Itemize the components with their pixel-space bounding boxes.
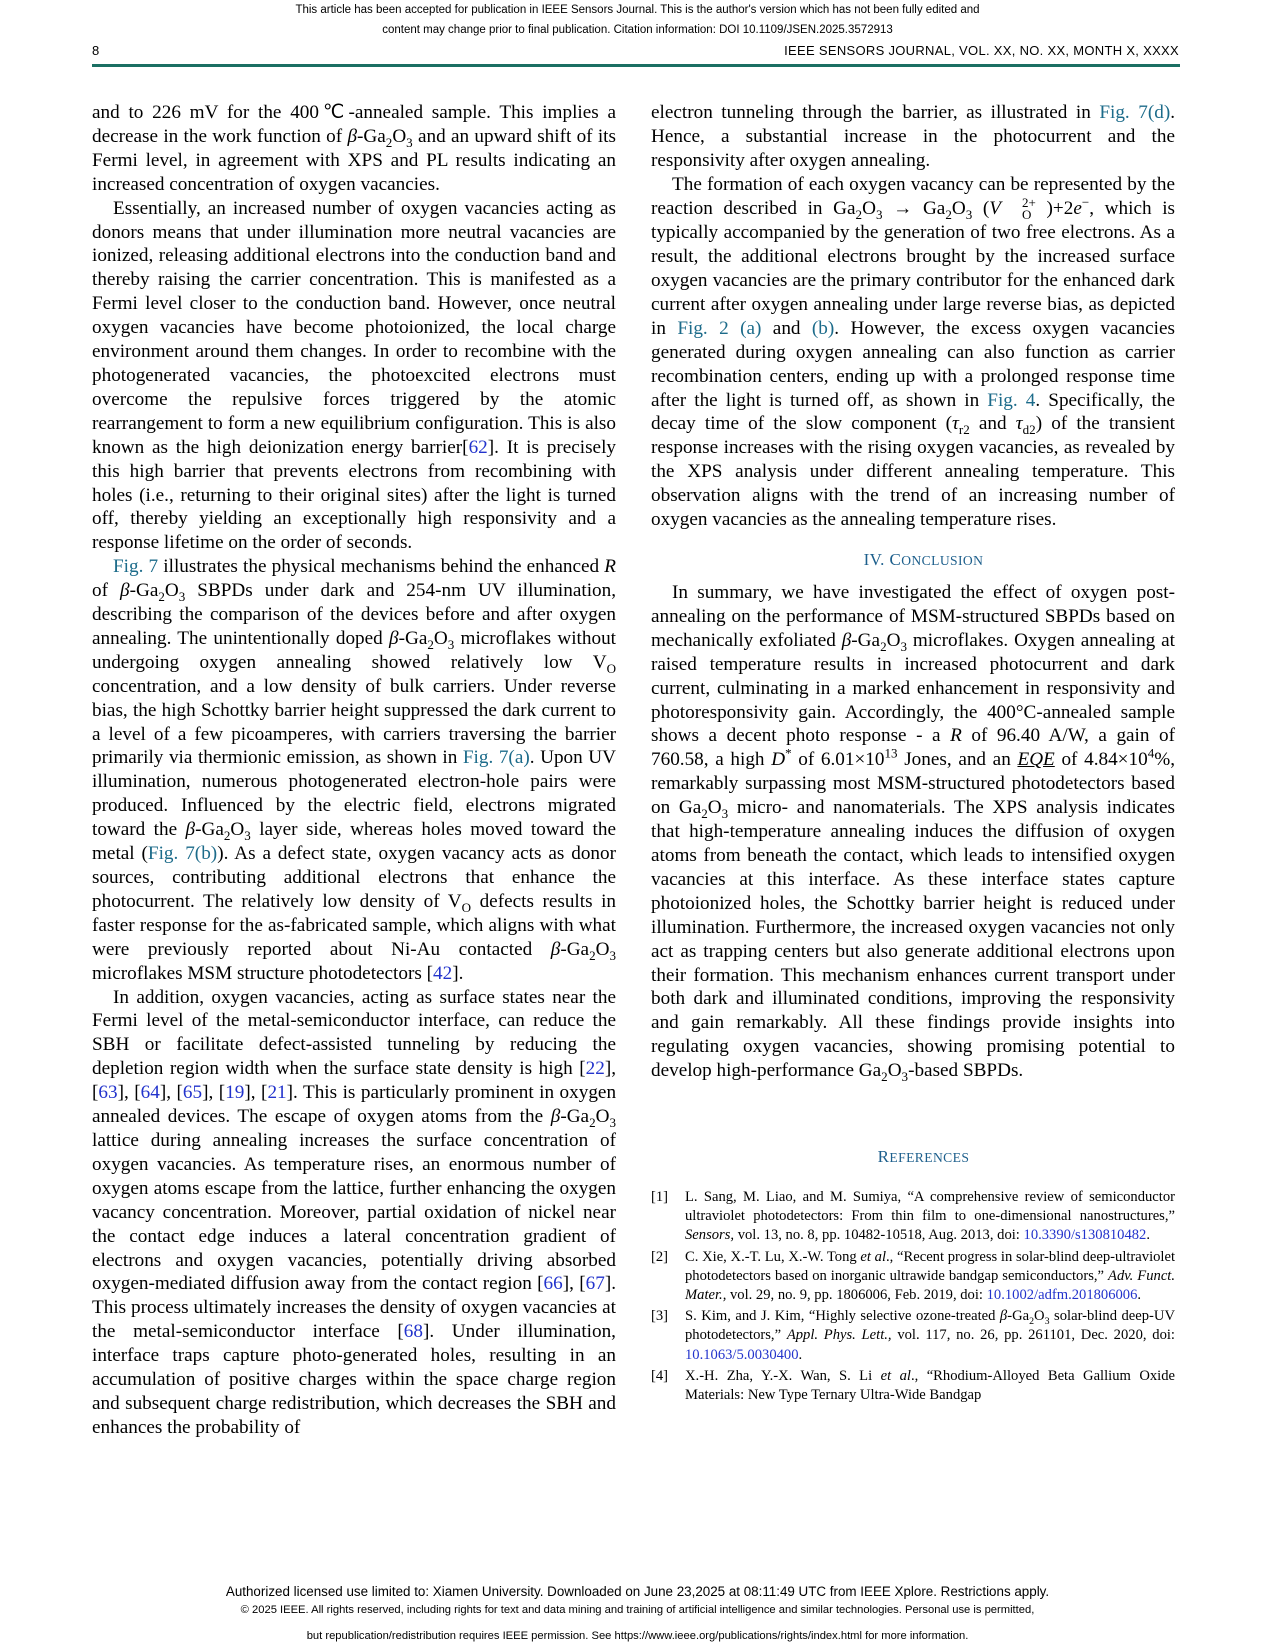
page-number: 8 <box>92 43 100 58</box>
citation-link[interactable]: 42 <box>433 962 453 984</box>
figure-link[interactable]: Fig. 4 <box>987 389 1036 411</box>
header-rule <box>92 64 1180 67</box>
conclusion-heading: IV. CONCLUSION <box>863 550 984 569</box>
paragraph: In addition, oxygen vacancies, acting as surface states near the Fermi level of the metal-semiconductor interface, can reduce the SBH or facilitate defect-assisted tunneling by reducing the depletion region width when the surface state density is high [22], [63], [64], [65], [19], [21]. This is particularly prominent in oxygen annealed devices. The escape of oxygen atoms from the $\beta-Ga_2O_3$ lattice during annealing increases the surface concentration of oxygen vacancies. As temperature rises, an enormous number of oxygen atoms escape from the lattice, further enhancing the oxygen vacancy concentration. Moreover, partial oxidation of nickel near the contact edge induces a lateral concentration gradient of electrons and oxygen vacancies, potentially driving absorbed oxygen-mediated diffusion away from the contact region [66], [67]. This process ultimately increases the density of oxygen vacancies at the metal-semiconductor interface [68]. Under illumination, interface traps capture photo-generated holes, resulting in an accumulation of positive charges within the space charge region and subsequent charge redistribution, which decreases the SBH and enhances the probability of <box>92 986 617 1438</box>
figure-link[interactable]: Fig. 7(a) <box>462 747 530 769</box>
citation-link[interactable]: 62 <box>468 436 488 458</box>
references-heading: REFERENCES <box>877 1147 970 1167</box>
notice-line-2: content may change prior to final publication. Citation information: DOI 10.1109/JSEN.2025.3572913 <box>382 24 893 36</box>
citation-link[interactable]: 19 <box>225 1082 245 1104</box>
license-footer <box>0 1582 1275 1645</box>
doi-link[interactable]: 10.1002/adfm.201806006 <box>986 1287 1138 1304</box>
citation-link[interactable]: 22 <box>585 1058 605 1080</box>
figure-link[interactable]: Fig. 7(b) <box>147 843 218 865</box>
figure-link[interactable]: Fig. 2 (a) <box>677 317 762 339</box>
reference-item: [2] C. Xie, X.-T. Lu, X.-W. Tong et al., “Recent progress in solar-blind deep-ultraviolet photodetectors based on inorganic ultrawide bandgap semiconductors,” Adv. Funct. Mater., vol. 29, no. 9, pp. 1806006, Feb. 2019, doi: 10.1002/adfm.201806006. <box>651 1248 1176 1304</box>
citation-link[interactable]: 67 <box>585 1273 605 1295</box>
footer-line-2: © 2025 IEEE. All rights reserved, including rights for text and data mining and training of artificial intelligence and similar technologies. Personal use is permitted, <box>240 1604 1035 1616</box>
paragraph: electron tunneling through the barrier, as illustrated in Fig. 7(d). Hence, a substantial increase in the photocurrent and the responsivity after oxygen annealing. <box>651 102 1175 171</box>
figure-link[interactable]: (b) <box>811 317 835 339</box>
doi-link[interactable]: 10.3390/s130810482 <box>1023 1227 1147 1244</box>
citation-link[interactable]: 68 <box>403 1321 423 1343</box>
footer-line-1: Authorized licensed use limited to: Xiamen University. Downloaded on June 23,2025 at 08:11:49 UTC from IEEE Xplore. Restrictions apply. <box>225 1584 1050 1599</box>
paragraph: The formation of each oxygen vacancy can be represented by the reaction described in $Ga_2O_3 \to Ga_2O_3$ (V 2+ O )+2e−, which is typically accompanied by the generation of two free electrons. As a result, the additional electrons brought by the increased surface oxygen vacancies are the primary contributor for the enhanced dark current after oxygen annealing under large reverse bias, as depicted in Fig. 2 (a) and (b). However, the excess oxygen vacancies generated during oxygen annealing can also function as carrier recombination centers, ending up with a prolonged response time after the light is turned off, as shown in Fig. 4. Specifically, the decay time of the slow component ($\tau_{r2}$ and $\tau_{d2}$) of the transient response increases with the rising oxygen vacancies, as revealed by the XPS analysis under different annealing temperature. This observation aligns with the trend of an increasing number of oxygen vacancies as the annealing temperature rises. <box>651 173 1175 531</box>
publication-notice <box>0 0 1275 40</box>
paragraph: In summary, we have investigated the effect of oxygen post-annealing on the performance of MSM-structured SBPDs based on mechanically exfoliated $\beta-Ga_2O_3$ microflakes. Oxygen annealing at raised temperature results in increased photocurrent and dark current, culminating in a marked enhancement in responsivity and photoresponsivity gain. Accordingly, the 400°C-annealed sample shows a decent photo response - a R of 96.40 A/W, a gain of 760.58, a high D* of $6.01\times 10^{13}$ Jones, and an EQE of $4.84\times 10^4\%$, remarkably surpassing most MSM-structured photodetectors based on $Ga_2O_3$ micro- and nanomaterials. The XPS analysis indicates that high-temperature annealing induces the diffusion of oxygen atoms from beneath the contact, which leads to intensified oxygen vacancies at this interface. As these interface states capture photoionized holes, the Schottky barrier height is reduced under illumination. Furthermore, the increased oxygen vacancies not only act as trapping centers but also generate additional electrons upon their formation. This mechanism enhances current transport under both dark and illuminated conditions, improving the responsivity and gain remarkably. All these findings provide insights into regulating oxygen vacancies, showing promising potential to develop high-performance $Ga_2O_3$-based SBPDs. <box>651 582 1176 1084</box>
citation-link[interactable]: 65 <box>182 1082 203 1104</box>
paragraph: Fig. 7 illustrates the physical mechanisms behind the enhanced R of $\beta-Ga_2O_3$ SBPDs under dark and 254-nm UV illumination, describing the comparison of the devices before and after oxygen annealing. The unintentionally doped $\beta-Ga_2O_3$ microflakes without undergoing oxygen annealing showed relatively low $V_O$ concentration, and a low density of bulk carriers. Under reverse bias, the high Schottky barrier height suppressed the dark current to a level of a few picoamperes, with carriers traversing the barrier primarily via thermionic emission, as shown in Fig. 7(a). Upon UV illumination, numerous photogenerated electron-hole pairs were produced. Influenced by the electric field, electrons migrated toward the $\beta-Ga_2O_3$ layer side, whereas holes moved toward the metal (Fig. 7(b)). As a defect state, oxygen vacancy acts as donor sources, contributing additional electrons that enhance the photocurrent. The relatively low density of $V_O$ defects results in faster response for the as-fabricated sample, which aligns with what were previously reported about Ni-Au contacted $\beta-Ga_2O_3$ microflakes MSM structure photodetectors [42]. <box>92 556 617 984</box>
citation-link[interactable]: 64 <box>140 1082 160 1104</box>
paragraph: Essentially, an increased number of oxygen vacancies acting as donors means that under illumination more neutral vacancies are ionized, releasing additional electrons into the conduction band and thereby raising the carrier concentration. This is manifested as a Fermi level closer to the conduction band. However, once neutral oxygen vacancies have become photoionized, the local charge environment around them changes. In order to recombine with the photogenerated vacancies, the photoexcited electrons must overcome the repulsive forces triggered by the atomic rearrangement to form a new equilibrium configuration. This is also known as the high deionization energy barrier[62]. It is precisely this high barrier that prevents electrons from recombining with holes (i.e., returning to their original sites) after the light is turned off, thereby yielding an exceptionally high responsivity and a response lifetime on the order of seconds. <box>92 197 616 554</box>
paragraph: and to 226 mV for the 400℃-annealed sample. This implies a decrease in the work function of $\beta-Ga_2O_3$ and an upward shift of its Fermi level, in agreement with XPS and PL results indicating an increased concentration of oxygen vacancies. <box>92 102 616 195</box>
left-column <box>92 101 616 1440</box>
citation-link[interactable]: 63 <box>98 1082 118 1104</box>
citation-link[interactable]: 21 <box>267 1082 287 1104</box>
reference-item: [4] X.-H. Zha, Y.-X. Wan, S. Li et al., “Rhodium-Alloyed Beta Gallium Oxide Materials: New Type Ternary Ultra-Wide Bandgap <box>651 1367 1175 1404</box>
reference-item: [1] L. Sang, M. Liao, and M. Sumiya, “A comprehensive review of semiconductor ultraviolet photodetectors: From thin film to one-dimensional nanostructures,” Sensors, vol. 13, no. 8, pp. 10482-10518, Aug. 2013, doi: 10.3390/s130810482. <box>651 1189 1175 1244</box>
figure-link[interactable]: Fig. 7(d) <box>1099 102 1171 123</box>
running-header <box>92 43 1179 63</box>
notice-line-1: This article has been accepted for publication in IEEE Sensors Journal. This is the author's version which has not been fully edited and <box>295 4 980 16</box>
journal-title: IEEE SENSORS JOURNAL, VOL. XX, NO. XX, MONTH X, XXXX <box>784 43 1179 58</box>
reference-list <box>651 1188 1175 1405</box>
figure-link[interactable]: Fig. 7 <box>113 556 159 578</box>
right-column <box>651 101 1175 1407</box>
reference-item: [3] S. Kim, and J. Kim, “Highly selective ozone-treated $\beta-Ga_2O_3$ solar-blind deep-UV photodetectors,” Appl. Phys. Lett., vol. 117, no. 26, pp. 261101, Dec. 2020, doi: 10.1063/5.0030400. <box>651 1308 1175 1363</box>
footer-line-3: but republication/redistribution requires IEEE permission. See https://www.ieee.org/publications/rights/index.html for more information. <box>306 1630 969 1642</box>
citation-link[interactable]: 66 <box>543 1273 563 1295</box>
doi-link[interactable]: 10.1063/5.0030400 <box>685 1346 799 1363</box>
